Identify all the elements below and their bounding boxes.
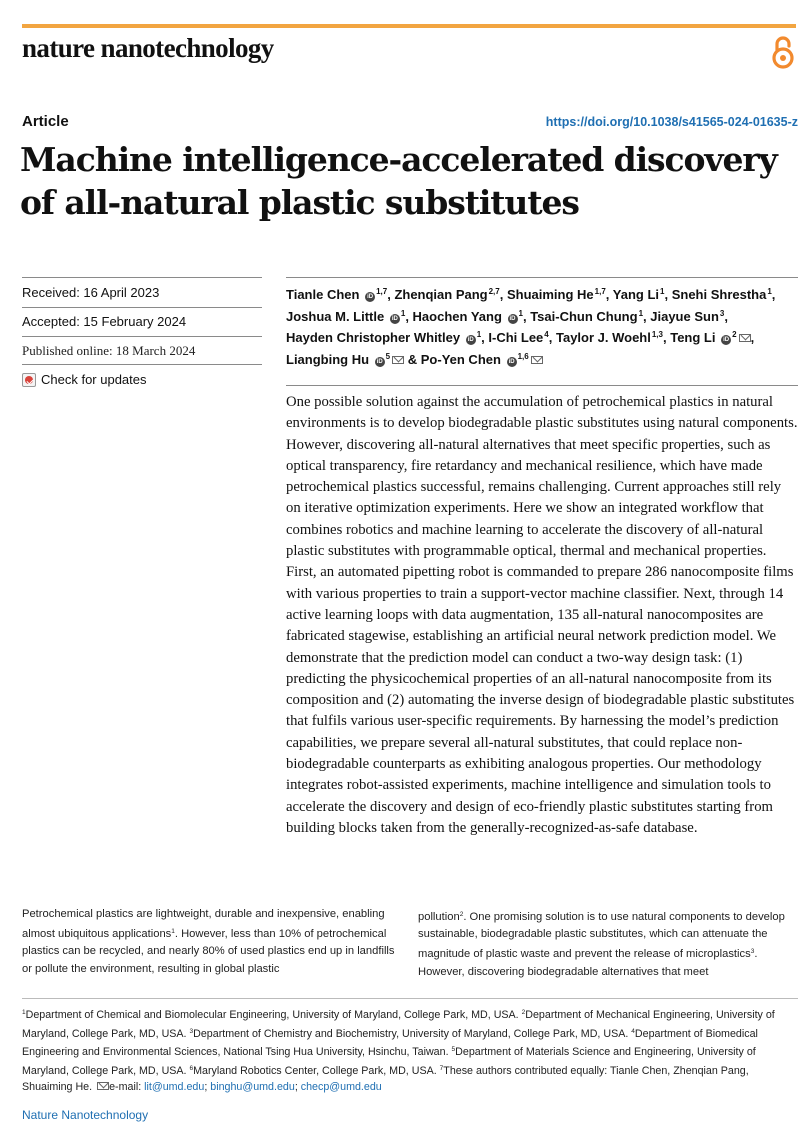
body-text: . However, less than 10% of petrochemical plastics can be recycled, and nearly 80% of used plastics end up in landfills or pollute the environment, resulting in global plastic — [22, 928, 395, 975]
orcid-icon[interactable]: iD — [367, 294, 374, 300]
footer-journal-name: Nature Nanotechnology — [22, 1108, 149, 1122]
email-icon[interactable] — [531, 356, 543, 364]
check-updates-icon — [22, 373, 36, 387]
dates-divider — [22, 277, 262, 278]
affiliation-ref: 1 — [476, 330, 482, 340]
author-name[interactable]: Snehi Shrestha$^1$ — [671, 287, 772, 302]
abstract: One possible solution against the accumulation of petrochemical plastics in natural environments is to develop biodegradable plastic substitutes using natural components. However, discovering all-natural alternatives that meet specific properties, such as optical transparency, fire retardancy and mechanical resilience, which have made petrochemical plastics successful, remains challenging. Current approaches still rely on iterative optimization experiments. Here we show an integrated workflow that combines robotics and machine learning to accelerate the discovery of all-natural plastic substitutes with programmable optical, thermal and mechanical properties. First, an automated pipetting robot is commanded to prepare 286 nanocomposite films with various properties to train a support-vector machine classifier. Next, through 14 active learning loops with data augmentation, 135 all-natural nanocomposites are fabricated stagewise, establishing an artificial neural network prediction model. We demonstrate that the prediction model can conduct a two-way design task: (1) predicting the physicochemical properties of an all-natural nanocomposite from its composition and (2) automating the inverse design of biodegradable plastic substitutes that fulfils various user-specific requirements. By harnessing the model’s prediction capabilities, we prepare several all-natural substitutes, that could replace non-biodegradable counterparts as exhibiting analogous properties. Our methodology integrates robot-assisted experiments, machine intelligence and simulation tools to accelerate the discovery and design of eco-friendly plastic substitutes starting from building blocks taken from the generally-recognized-as-safe database. — [286, 394, 798, 836]
body-text: . One promising solution is to use natural components to develop sustainable, biodegradable plastic substitutes, which can attenuate the magnitude of plastic waste and prevent the release of microplastics — [418, 911, 785, 961]
body-text: Petrochemical plastics are lightweight, durable and inexpensive, enabling almost ubiquitous applications — [22, 908, 385, 941]
affiliations-divider — [22, 998, 798, 999]
journal-name: nature nanotechnology — [22, 33, 274, 63]
orcid-icon[interactable]: iD — [376, 358, 383, 365]
author-name[interactable]: Tsai-Chun Chung$^1$ — [530, 308, 644, 324]
date-divider — [22, 364, 262, 365]
citation-ref[interactable]: 3 — [750, 948, 755, 956]
affiliation-ref: 1,7 — [376, 287, 388, 296]
affiliations: $^1$Department of Chemical and Biomolecular Engineering, University of Maryland, College Park, MD, USA. $^2$Department of Mechanical Engineering, University of Maryland, College Park, MD, USA. $^3$Department of Chemistry and Biochemistry, University of Maryland, College Park, MD, USA. $^4$Department of Biomedical Engineering and Environmental Sciences, National Tsing Hua University, Hsinchu, Taiwan. $^5$Department of Materials Science and Engineering, University of Maryland, College Park, MD, USA. $^6$Maryland Robotics Center, College Park, MD, USA. $^7$These authors contributed equally: Tianle Chen, Zhenqian Pang, Shuaiming He. e-mail: lit@umd.edu; binghu@umd.edu; checp@umd.edu — [22, 1009, 775, 1094]
affiliation-ref: 1 — [767, 287, 772, 296]
accepted-date: Accepted: 15 February 2024 — [22, 314, 187, 329]
author-name[interactable]: Taylor J. Woehl$^{1,3}$ — [555, 330, 663, 346]
email-link[interactable]: lit@umd.edu — [144, 1081, 205, 1094]
email-link[interactable]: binghu@umd.edu — [210, 1081, 295, 1094]
author-name[interactable]: Jiayue Sun$^3$ — [650, 308, 725, 324]
article-type-label: Article — [22, 113, 69, 130]
date-divider — [22, 336, 262, 337]
body-column-right — [418, 906, 799, 981]
affiliation-ref: 3 — [719, 308, 725, 318]
author-name[interactable]: I-Chi Lee$^4$ — [488, 330, 549, 346]
affiliation-ref: 2 — [732, 330, 737, 340]
orcid-icon[interactable]: iD — [467, 337, 474, 344]
email-link[interactable]: checp@umd.edu — [300, 1081, 382, 1094]
author-name[interactable]: Teng Li $iD^2$ — [670, 330, 750, 345]
check-updates-label: Check for updates — [41, 372, 147, 387]
author-name[interactable]: Zhenqian Pang$^{2,7}$ — [394, 287, 500, 302]
author-name[interactable]: Joshua M. Little $iD^1$ — [286, 308, 406, 324]
journal-accent-bar — [22, 24, 796, 28]
citation-ref[interactable]: 2 — [459, 911, 464, 918]
author-name[interactable]: Liangbing Hu $iD^5$ — [286, 352, 404, 367]
body-text: pollution — [418, 911, 460, 923]
body-text: . However, discovering biodegradable alternatives that meet — [418, 948, 758, 978]
doi-link[interactable]: https://doi.org/10.1038/s41565-024-01635-z — [545, 115, 798, 129]
author-name[interactable]: & Po-Yen Chen iD$^{1,6}$ — [408, 352, 543, 367]
affiliation-ref: 4 — [544, 330, 549, 340]
abstract-divider — [286, 385, 798, 386]
orcid-icon[interactable]: iD — [723, 337, 730, 344]
affiliation-ref: 1,3 — [651, 330, 663, 340]
check-for-updates-button[interactable] — [22, 372, 147, 387]
open-access-lock-icon — [768, 34, 798, 70]
orcid-icon[interactable]: iD — [391, 315, 398, 322]
affiliation-ref: 1,7 — [594, 287, 606, 296]
affiliation-ref: 1 — [518, 308, 523, 318]
author-name[interactable]: Shuaiming He$^{1,7}$ — [506, 287, 606, 302]
body-column-left — [22, 906, 403, 978]
author-name[interactable]: Haochen Yang $iD^1$ — [412, 308, 523, 324]
email-icon[interactable] — [392, 356, 404, 364]
orcid-icon[interactable]: iD — [508, 358, 515, 365]
affiliation-ref: 1 — [660, 287, 665, 296]
affiliation-ref: 1,6 — [517, 351, 529, 361]
author-list: Tianle Chen iD$^{1,7}$, Zhenqian Pang$^{2,7}$, Shuaiming He$^{1,7}$, Yang Li$^1$, Snehi Shrestha$^1$, Joshua M. Little $iD^1$, Haochen Yang $iD^1$, Tsai-Chun Chung$^1$, Jiayue Sun$^3$, Hayden Christopher Whitley $iD^1$, I-Chi Lee$^4$, Taylor J. Woehl$^{1,3}$, Teng Li $iD^2$ , Liangbing Hu $iD^5$ & Po-Yen Chen iD$^{1,6}$ — [286, 287, 776, 367]
affiliation-ref: 1 — [638, 308, 644, 318]
author-name[interactable]: Hayden Christopher Whitley $iD^1$ — [286, 330, 482, 346]
citation-ref[interactable]: 1 — [171, 928, 175, 936]
published-date: Published online: 18 March 2024 — [22, 343, 196, 358]
author-name[interactable]: Yang Li$^1$ — [612, 287, 665, 302]
affiliation-ref: 2,7 — [488, 287, 500, 296]
affiliation-ref: 1 — [400, 308, 406, 318]
email-icon[interactable] — [739, 334, 751, 342]
article-title: Machine intelligence-accelerated discovery of all-natural plastic substitutes — [20, 140, 777, 222]
affiliation-ref: 5 — [385, 351, 391, 361]
orcid-icon[interactable]: iD — [509, 315, 516, 322]
email-icon — [97, 1082, 109, 1090]
authors-divider — [286, 277, 798, 278]
date-divider — [22, 307, 262, 308]
author-name[interactable]: Tianle Chen iD$^{1,7}$ — [286, 287, 388, 302]
received-date: Received: 16 April 2023 — [22, 285, 160, 300]
